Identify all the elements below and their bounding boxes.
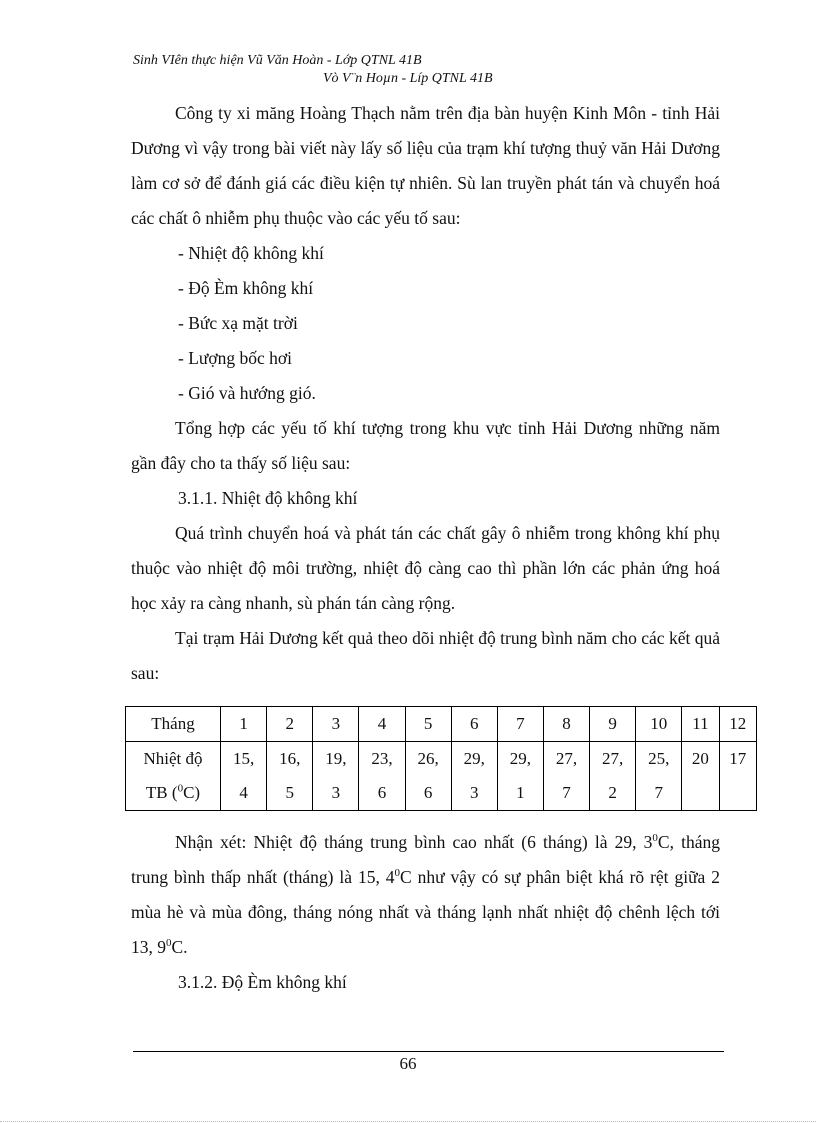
month-cell: 9 — [590, 707, 636, 742]
month-cell: 4 — [359, 707, 405, 742]
header-line-1: Sinh VIên thực hiện Vũ Văn Hoàn - Lớp QTNL 41B — [133, 53, 422, 68]
month-cell: 11 — [682, 707, 719, 742]
section-heading-311: 3.1.1. Nhiệt độ không khí — [178, 488, 358, 508]
month-cell: 6 — [451, 707, 497, 742]
temperature-table — [125, 706, 757, 811]
factor-item: - Gió và hướng gió. — [178, 383, 316, 403]
row-label-line-1: Nhiệt độ — [143, 749, 203, 768]
table-header-row — [126, 707, 757, 742]
month-cell: 10 — [636, 707, 682, 742]
month-cell: 5 — [405, 707, 451, 742]
value-cell: 29, 1 — [497, 742, 543, 811]
value-cell: 29, 3 — [451, 742, 497, 811]
value-cell: 20 — [682, 742, 719, 811]
body-text — [131, 96, 720, 691]
footer-rule — [133, 1051, 724, 1052]
value-cell: 16, 5 — [267, 742, 313, 811]
header-line-2: Vò V¨n Hoµn - Líp QTNL 41B — [323, 71, 493, 86]
value-cell: 26, 6 — [405, 742, 451, 811]
row-label-line-2: TB ($^0$C) — [145, 782, 201, 802]
month-cell: 1 — [221, 707, 267, 742]
remark-paragraph: Nhận xét: Nhiệt độ tháng trung bình cao nhất (6 tháng) là 29, $3^0C$, tháng trung bình thấp nhất (tháng) là 15, $4^0C$ như vậy có sự phân biệt khá rõ rệt giữa 2 mùa hè và mùa đông, tháng nóng nhất và tháng lạnh nhất nhiệt độ chênh lệch tới 13, $9^0C$. — [131, 832, 720, 957]
page-header — [133, 52, 733, 88]
month-header-cell: Tháng — [126, 707, 221, 742]
page-number: 66 — [399, 1054, 417, 1073]
page-bottom-edge — [0, 1121, 816, 1122]
station-paragraph: Tại trạm Hải Dương kết quả theo dõi nhiệt độ trung bình năm cho các kết quả sau: — [131, 628, 720, 683]
month-cell: 8 — [543, 707, 589, 742]
month-cell: 12 — [719, 707, 756, 742]
row-label-cell — [126, 742, 221, 811]
factor-item: - Lượng bốc hơi — [178, 348, 293, 368]
month-cell: 7 — [497, 707, 543, 742]
section-heading-312: 3.1.2. Độ Èm không khí — [178, 972, 347, 992]
month-cell: 2 — [267, 707, 313, 742]
month-cell: 3 — [313, 707, 359, 742]
value-cell: 25, 7 — [636, 742, 682, 811]
value-cell: 19, 3 — [313, 742, 359, 811]
value-cell: 27, 2 — [590, 742, 636, 811]
factor-item: - Nhiệt độ không khí — [178, 243, 324, 263]
value-cell: 23, 6 — [359, 742, 405, 811]
intro-paragraph: Công ty xi măng Hoàng Thạch nằm trên địa bàn huyện Kinh Môn - tỉnh Hải Dương vì vậy trong bài viết này lấy số liệu của trạm khí tượng thuỷ văn Hải Dương làm cơ sở để đánh giá các điều kiện tự nhiên. Sù lan truyền phát tán và chuyển hoá các chất ô nhiễm phụ thuộc vào các yếu tố sau: — [131, 103, 720, 228]
value-cell: 15, 4 — [221, 742, 267, 811]
value-cell: 17 — [719, 742, 756, 811]
factor-item: - Bức xạ mặt trời — [178, 313, 298, 333]
value-cell: 27, 7 — [543, 742, 589, 811]
process-paragraph: Quá trình chuyển hoá và phát tán các chất gây ô nhiễm trong không khí phụ thuộc vào nhiệt độ môi trường, nhiệt độ càng cao thì phần lớn các phản ứng hoá học xảy ra càng nhanh, sù phán tán càng rộng. — [131, 523, 720, 613]
remark-block — [131, 825, 720, 1000]
table-values-row — [126, 742, 757, 811]
summary-paragraph: Tổng hợp các yếu tố khí tượng trong khu vực tỉnh Hải Dương những năm gần đây cho ta thấy số liệu sau: — [131, 418, 720, 473]
factor-item: - Độ Èm không khí — [178, 278, 314, 298]
